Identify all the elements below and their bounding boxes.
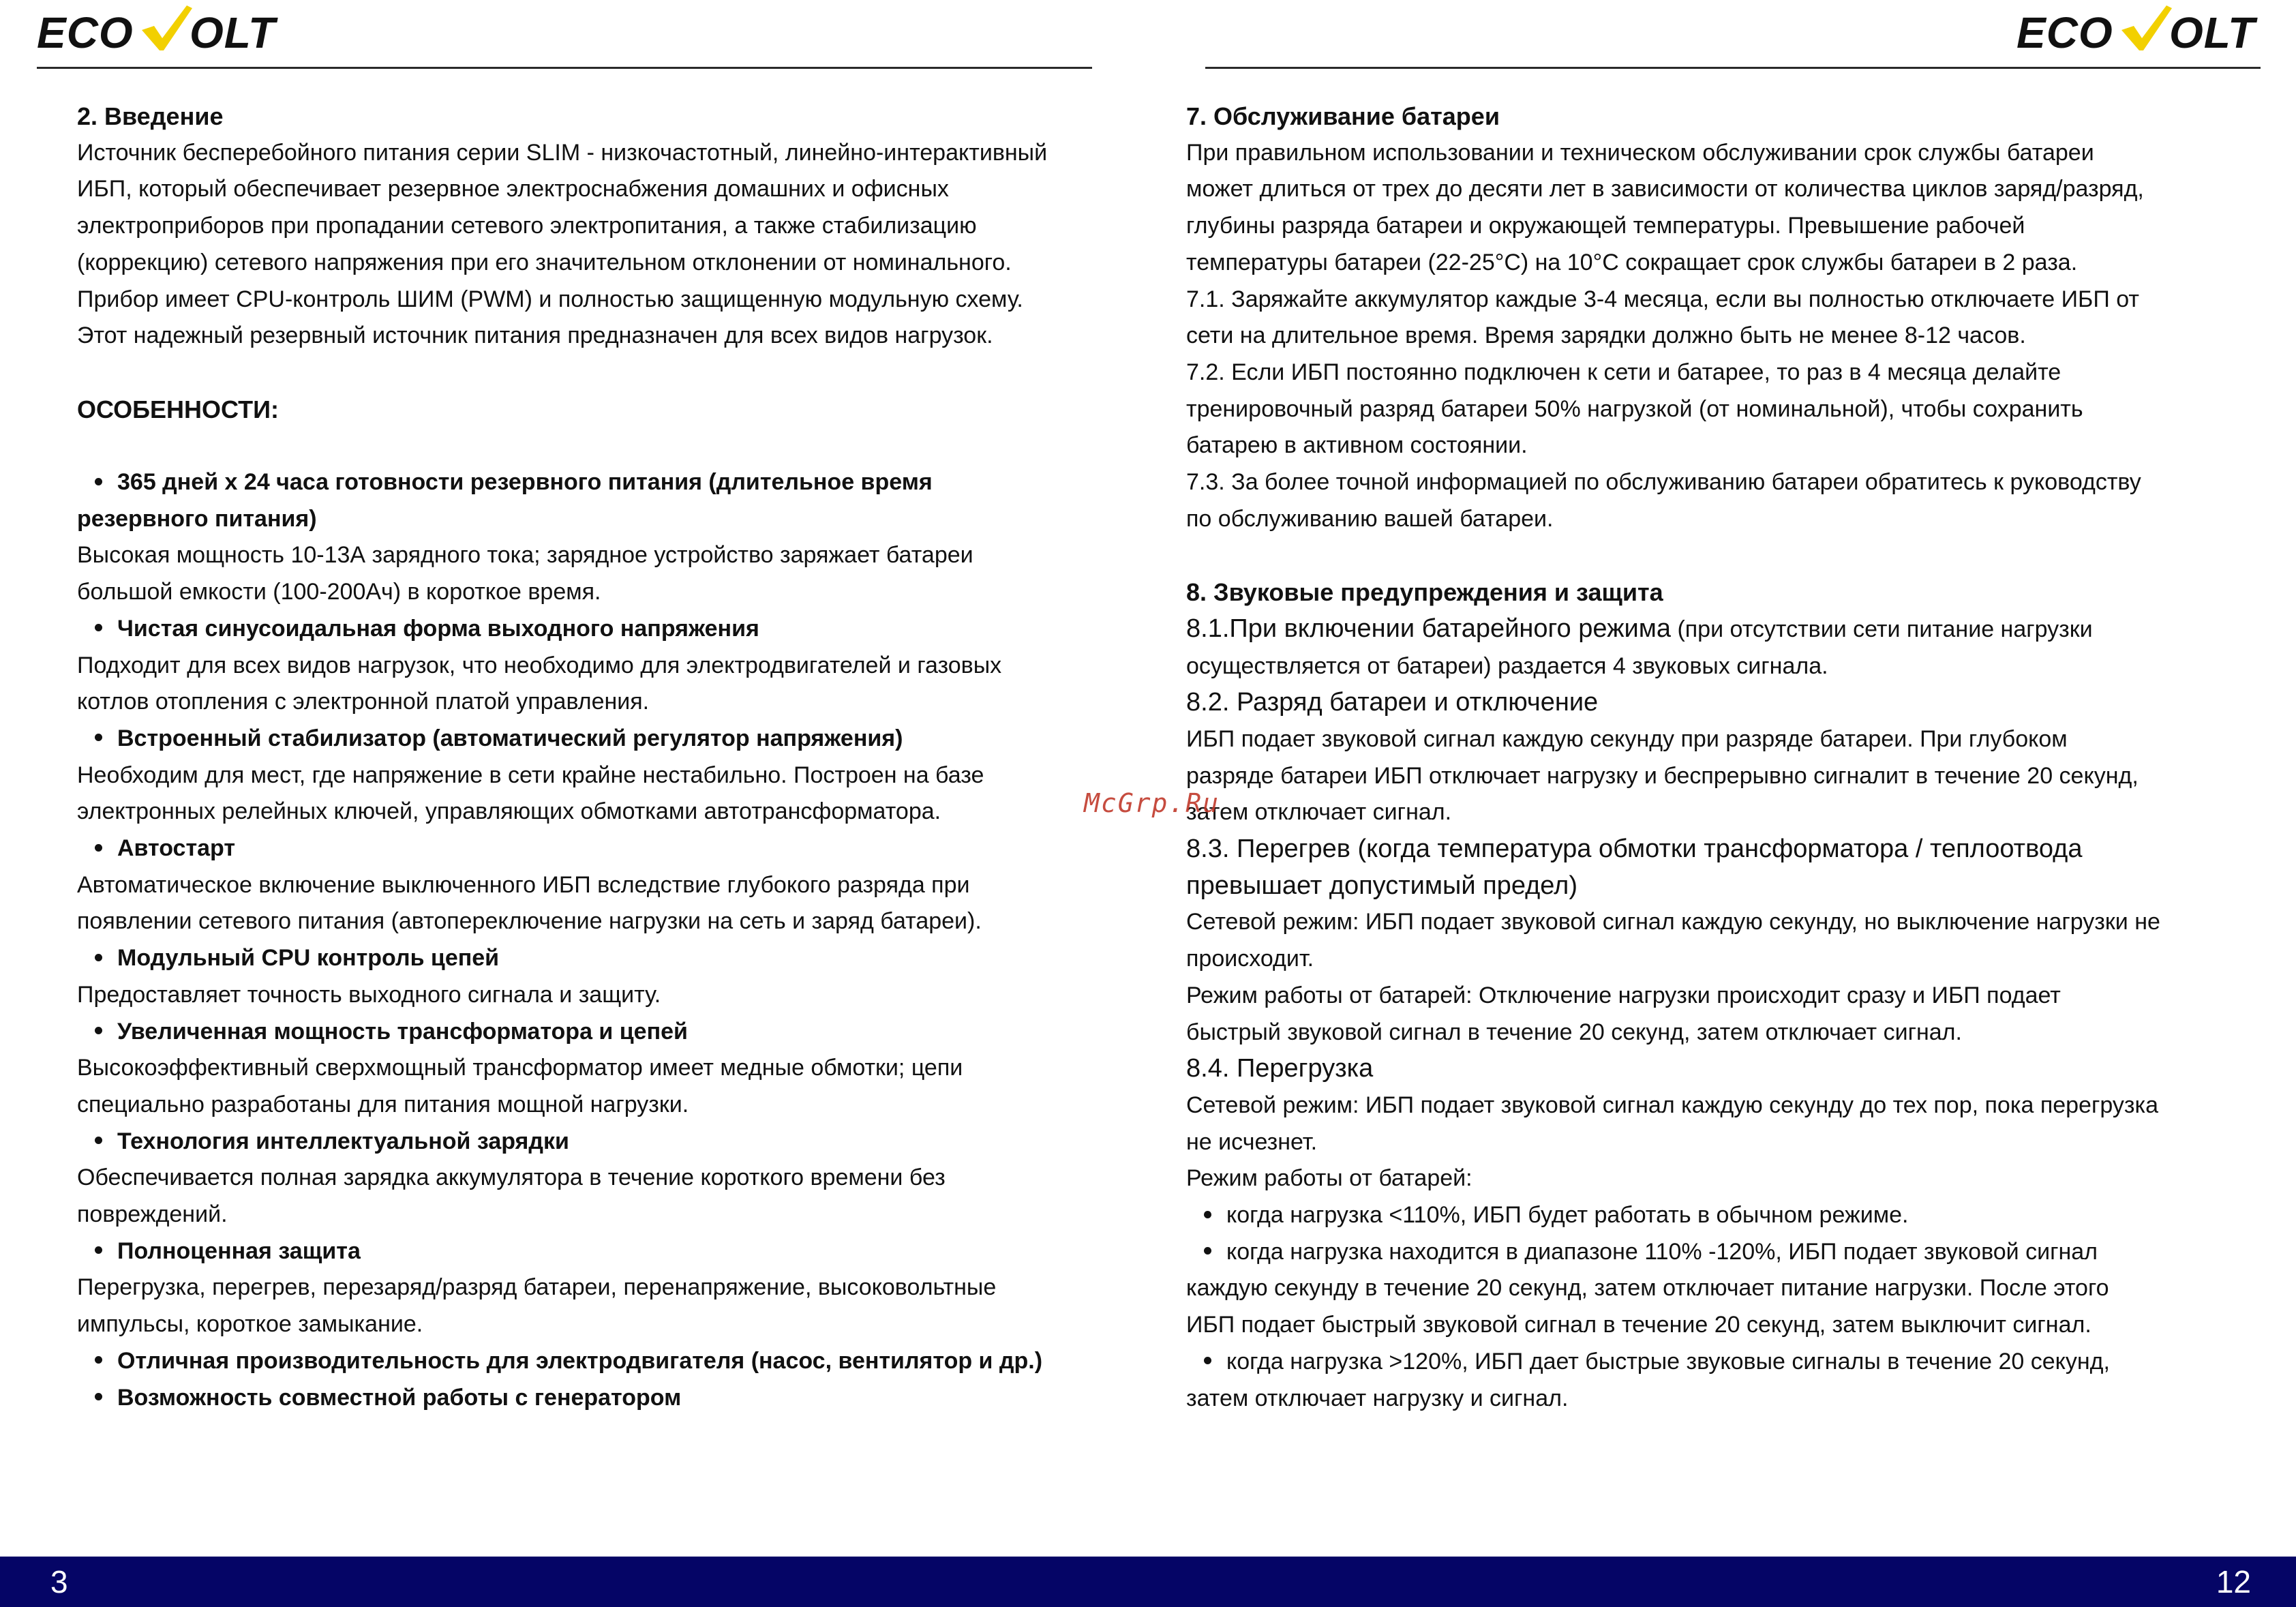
feature-title: Модульный CPU контроль цепей bbox=[77, 940, 1141, 977]
text-line: батарею в активном состоянии. bbox=[1186, 432, 1528, 459]
text-line: по обслуживанию вашей батареи. bbox=[1186, 505, 1554, 532]
watermark: McGrp.Ru bbox=[1084, 788, 1220, 818]
intro-line: электроприборов при пропадании сетевого электропитания, а также стабилизацию bbox=[77, 213, 977, 239]
text-line: глубины разряда батареи и окружающей температуры. Превышение рабочей bbox=[1186, 213, 2025, 239]
feature-desc: большой емкости (100-200Ач) в короткое время. bbox=[77, 579, 601, 605]
text-line: происходит. bbox=[1186, 946, 1314, 972]
list-item: когда нагрузка находится в диапазоне 110% -120%, ИБП подает звуковой сигнал bbox=[1186, 1234, 2250, 1271]
feature-desc: повреждений. bbox=[77, 1201, 228, 1228]
text-line: затем отключает сигнал. bbox=[1186, 799, 1452, 826]
feature-desc: Высокоэффективный сверхмощный трансформатор имеет медные обмотки; цепи bbox=[77, 1055, 963, 1081]
bullet-icon bbox=[95, 478, 102, 485]
bullet-icon bbox=[1204, 1247, 1211, 1255]
text-line: сети на длительное время. Время зарядки должно быть не менее 8-12 часов. bbox=[1186, 322, 2026, 349]
bullet-icon bbox=[95, 734, 102, 741]
intro-line: (коррекцию) сетевого напряжения при его значительном отклонении от номинального. bbox=[77, 249, 1012, 275]
bullet-icon bbox=[95, 1027, 102, 1034]
checkmark-icon bbox=[2119, 3, 2173, 53]
feature-desc: Автоматическое включение выключенного ИБП вследствие глубокого разряда при bbox=[77, 871, 970, 898]
feature-title-cont: резервного питания) bbox=[77, 505, 317, 532]
text-line: ИБП подает звуковой сигнал каждую секунду при разряде батареи. При глубоком bbox=[1186, 725, 2068, 752]
left-page-content bbox=[77, 98, 1141, 1416]
text-line: Режим работы от батарей: Отключение нагрузки происходит сразу и ИБП подает bbox=[1186, 982, 2061, 1008]
feature-title: Встроенный стабилизатор (автоматический регулятор напряжения) bbox=[77, 721, 1141, 757]
text-line: осуществляется от батареи) раздается 4 звуковых сигнала. bbox=[1186, 652, 1828, 679]
right-page-content bbox=[1186, 98, 2250, 1417]
section-title: 8. Звуковые предупреждения и защита bbox=[1186, 578, 1663, 607]
feature-desc: котлов отопления с электронной платой управления. bbox=[77, 689, 650, 715]
subsection-title: 8.3. Перегрев (когда температура обмотки трансформатора / теплоотвода bbox=[1186, 835, 2083, 864]
bullet-icon bbox=[95, 624, 102, 631]
text-line: быстрый звуковой сигнал в течение 20 секунд, затем отключает сигнал. bbox=[1186, 1019, 1962, 1045]
intro-line: Этот надежный резервный источник питания предназначен для всех видов нагрузок. bbox=[77, 322, 993, 349]
feature-desc: Перегрузка, перегрев, перезаряд/разряд батареи, перенапряжение, высоковольтные bbox=[77, 1274, 997, 1301]
subsection-title-cont: превышает допустимый предел) bbox=[1186, 871, 1577, 900]
checkmark-icon bbox=[139, 3, 194, 53]
feature-title: Автостарт bbox=[77, 830, 1141, 867]
brand-logo-right bbox=[2016, 3, 2262, 63]
text-line: температуры батареи (22-25°С) на 10°С сокращает срок службы батареи в 2 раза. bbox=[1186, 249, 2078, 275]
feature-desc: Предоставляет точность выходного сигнала и защиту. bbox=[77, 981, 661, 1008]
feature-title: Возможность совместной работы с генератором bbox=[77, 1380, 1141, 1417]
text-line: 7.1. Заряжайте аккумулятор каждые 3-4 месяца, если вы полностью отключаете ИБП от bbox=[1186, 286, 2139, 312]
feature-desc: появлении сетевого питания (автопереключение нагрузки на сеть и заряд батареи). bbox=[77, 908, 982, 935]
feature-title: Чистая синусоидальная форма выходного напряжения bbox=[77, 611, 1141, 648]
list-item: когда нагрузка >120%, ИБП дает быстрые звуковые сигналы в течение 20 секунд, bbox=[1186, 1344, 2250, 1381]
footer-bar bbox=[0, 1557, 2296, 1607]
list-item: когда нагрузка <110%, ИБП будет работать в обычном режиме. bbox=[1186, 1197, 2250, 1234]
text-line: не исчезнет. bbox=[1186, 1128, 1318, 1155]
bullet-icon bbox=[95, 1137, 102, 1144]
text-line: тренировочный разряд батареи 50% нагрузкой (от номинальной), чтобы сохранить bbox=[1186, 395, 2083, 422]
bullet-icon bbox=[95, 1246, 102, 1254]
intro-line: Источник бесперебойного питания серии SLIM - низкочастотный, линейно-интерактивный bbox=[77, 139, 1048, 166]
feature-desc: Необходим для мест, где напряжение в сети крайне нестабильно. Построен на базе bbox=[77, 762, 984, 788]
feature-title: Полноценная защита bbox=[77, 1233, 1141, 1270]
brand-logo-left bbox=[37, 3, 282, 63]
text-line: Режим работы от батарей: bbox=[1186, 1165, 1472, 1192]
text-line: каждую секунду в течение 20 секунд, затем отключает питание нагрузки. После этого bbox=[1186, 1275, 2109, 1302]
text-line: Сетевой режим: ИБП подает звуковой сигнал каждую секунду до тех пор, пока перегрузка bbox=[1186, 1092, 2159, 1118]
logo-text-olt: OLT bbox=[190, 8, 276, 57]
page-number-right: 12 bbox=[2216, 1564, 2251, 1600]
feature-title: 365 дней х 24 часа готовности резервного питания (длительное время bbox=[77, 464, 1141, 501]
feature-title: Технология интеллектуальной зарядки bbox=[77, 1124, 1141, 1160]
text-line: может длиться от трех до десяти лет в зависимости от количества циклов заряд/разряд, bbox=[1186, 176, 2144, 202]
text-line: затем отключает нагрузку и сигнал. bbox=[1186, 1385, 1569, 1411]
feature-desc: импульсы, короткое замыкание. bbox=[77, 1311, 423, 1338]
logo-text-eco: ECO bbox=[2016, 8, 2113, 57]
header-divider bbox=[37, 67, 1092, 69]
section-title: 2. Введение bbox=[77, 102, 224, 130]
subsection-title: 8.4. Перегрузка bbox=[1186, 1054, 1374, 1083]
bullet-icon bbox=[1204, 1211, 1211, 1218]
feature-title: Отличная производительность для электродвигателя (насос, вентилятор и др.) bbox=[77, 1343, 1141, 1380]
intro-line: ИБП, который обеспечивает резервное электроснабжения домашних и офисных bbox=[77, 176, 949, 202]
page-number-left: 3 bbox=[50, 1564, 68, 1600]
bullet-icon bbox=[95, 844, 102, 852]
text-line: Сетевой режим: ИБП подает звуковой сигнал каждую секунду, но выключение нагрузки не bbox=[1186, 909, 2160, 935]
text-line: При правильном использовании и техническом обслуживании срок службы батареи bbox=[1186, 139, 2094, 166]
bullet-icon bbox=[1204, 1357, 1211, 1364]
subsection-title: 8.2. Разряд батареи и отключение bbox=[1186, 688, 1599, 717]
subsection-8-1: 8.1.При включении батарейного режима (при отсутствии сети питание нагрузки bbox=[1186, 614, 2093, 643]
text-line: 7.2. Если ИБП постоянно подключен к сети и батарее, то раз в 4 месяца делайте bbox=[1186, 359, 2061, 385]
header-divider bbox=[1205, 67, 2261, 69]
text-line: ИБП подает быстрый звуковой сигнал в течение 20 секунд, затем выключит сигнал. bbox=[1186, 1312, 2091, 1338]
section-title: 7. Обслуживание батареи bbox=[1186, 102, 1500, 130]
bullet-icon bbox=[95, 1393, 102, 1400]
feature-title: Увеличенная мощность трансформатора и цепей bbox=[77, 1014, 1141, 1051]
feature-desc: электронных релейных ключей, управляющих обмотками автотрансформатора. bbox=[77, 798, 941, 825]
features-title: ОСОБЕННОСТИ: bbox=[77, 395, 279, 423]
text-line: разряде батареи ИБП отключает нагрузку и беспрерывно сигналит в течение 20 секунд, bbox=[1186, 762, 2139, 789]
feature-desc: Высокая мощность 10-13А зарядного тока; зарядное устройство заряжает батареи bbox=[77, 542, 973, 569]
feature-desc: Подходит для всех видов нагрузок, что необходимо для электродвигателей и газовых bbox=[77, 652, 1002, 678]
bullet-icon bbox=[95, 954, 102, 961]
logo-text-olt: OLT bbox=[2169, 8, 2256, 57]
text-line: 7.3. За более точной информацией по обслуживанию батареи обратитесь к руководству bbox=[1186, 469, 2141, 496]
feature-desc: специально разработаны для питания мощной нагрузки. bbox=[77, 1091, 689, 1117]
logo-text-eco: ECO bbox=[37, 8, 134, 57]
intro-line: Прибор имеет CPU-контроль ШИМ (PWM) и полностью защищенную модульную схему. bbox=[77, 286, 1023, 312]
feature-desc: Обеспечивается полная зарядка аккумулятора в течение короткого времени без bbox=[77, 1165, 946, 1191]
bullet-icon bbox=[95, 1356, 102, 1364]
